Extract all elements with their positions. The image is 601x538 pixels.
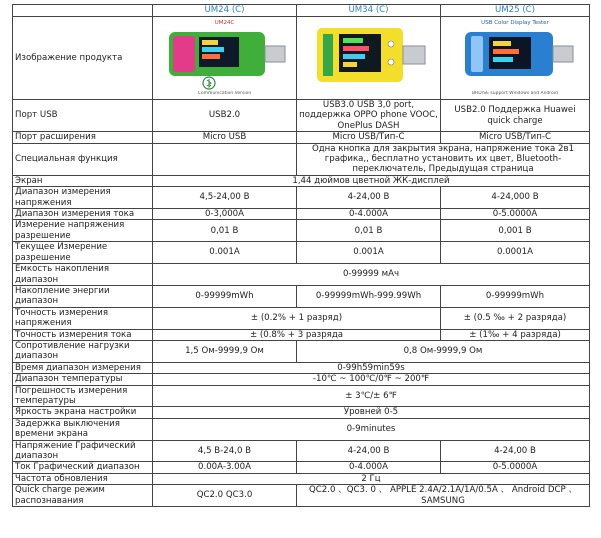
- spec-row-value: USB2.0 Поддержка Huawei quick charge: [441, 100, 590, 132]
- spec-row-value: Micro USB: [153, 132, 297, 143]
- spec-row: [13, 418, 590, 440]
- spec-row-label: Задержка выключения времени экрана: [13, 418, 153, 440]
- um24-device-image: [159, 20, 291, 96]
- spec-row-label: Порт расширения: [13, 132, 153, 143]
- spec-row-value: 0-99999mWh-999.99Wh: [297, 285, 441, 307]
- spec-row-value: 4-24,000 В: [441, 187, 590, 209]
- spec-row-value: 0.001A: [153, 242, 297, 264]
- spec-row-value: Micro USB/Тип-C: [297, 132, 441, 143]
- spec-row: [13, 329, 590, 340]
- spec-row-value: 0-4.000A: [297, 462, 441, 473]
- spec-row-label: Диапазон измерения напряжения: [13, 187, 153, 209]
- spec-row: [13, 285, 590, 307]
- spec-row-label: Порт USB: [13, 100, 153, 132]
- um24-footer: Communication Version: [197, 91, 252, 96]
- spec-row-value: 0-5.0000A: [441, 462, 590, 473]
- spec-row-value: 4-24,00 В: [297, 187, 441, 209]
- um34-image-cell: [297, 17, 441, 100]
- header-um24: UM24 (C): [153, 5, 297, 17]
- spec-row-label: Яркость экрана настройки: [13, 407, 153, 418]
- spec-row-label: Quick charge режим распознавания: [13, 485, 153, 507]
- spec-row-value: 0.0001A: [441, 242, 590, 264]
- spec-row-value: -10℃ ~ 100℃/0℉ ~ 200℉: [153, 374, 590, 385]
- spec-row-value: 0,01 В: [153, 220, 297, 242]
- um25-device-image: [449, 20, 581, 96]
- um24-device-illustration: [159, 26, 291, 90]
- spec-row-value: USB3.0 USB 3,0 port, поддержка OPPO phone VOOC, OnePlus DASH: [297, 100, 441, 132]
- spec-row-value: 1,5 Ом-9999,9 Ом: [153, 340, 297, 362]
- spec-row: [13, 132, 590, 143]
- um24-image-cell: [153, 17, 297, 100]
- um34-side-strip: [323, 34, 333, 76]
- spec-row-label: Диапазон температуры: [13, 374, 153, 385]
- spec-row-label: Текущее Измерение разрешение: [13, 242, 153, 264]
- spec-row-label: Диапазон измерения тока: [13, 209, 153, 220]
- spec-row: [13, 307, 590, 329]
- spec-row: [13, 340, 590, 362]
- spec-row: [13, 242, 590, 264]
- spec-row-label: Напряжение Графический диапазон: [13, 440, 153, 462]
- spec-row-value: ± (1‰ + 4 разряда): [441, 329, 590, 340]
- spec-row-label: Экран: [13, 175, 153, 186]
- spec-row: [13, 385, 590, 407]
- spec-row-value: 0-99999mWh: [441, 285, 590, 307]
- spec-row-value: 0.001A: [297, 242, 441, 264]
- spec-row-value: Одна кнопка для закрытия экрана, напряжение тока 2в1 графика,, бесплатно установить их цвет, Bluetooth-переключатель, Предыдущая страница: [297, 143, 590, 175]
- spec-row-value: 0-3,000A: [153, 209, 297, 220]
- spec-row-label: Время диапазон измерения: [13, 362, 153, 373]
- um24-usb-plug: [265, 46, 285, 62]
- spec-row-value: 4-24,00 В: [297, 440, 441, 462]
- um24-caption: UM24C: [214, 20, 235, 26]
- spec-row-label: Ток Графический диапазон: [13, 462, 153, 473]
- spec-row-value: ± (0.5 ‰ + 2 разряда): [441, 307, 590, 329]
- header-cell-empty: [13, 5, 153, 17]
- spec-row: [13, 440, 590, 462]
- spec-row-label: Емкость накопления диапазон: [13, 264, 153, 286]
- spec-row-value: 4-24,00 В: [441, 440, 590, 462]
- spec-row: [13, 143, 590, 175]
- spec-row-value: ± (0.2% + 1 разряд): [153, 307, 441, 329]
- spec-row: [13, 220, 590, 242]
- spec-row: [13, 362, 590, 373]
- spec-row-value: Micro USB/Тип-C: [441, 132, 590, 143]
- spec-row: [13, 187, 590, 209]
- spec-row-label: Накопление энергии диапазон: [13, 285, 153, 307]
- spec-row-value: 0-99999 мАч: [153, 264, 590, 286]
- um25-image-cell: [441, 17, 590, 100]
- spec-row-value: 4,5-24,00 В: [153, 187, 297, 209]
- um25-side-panel: [471, 36, 483, 72]
- header-row: [13, 5, 590, 17]
- spec-row-value: 0.00A-3.00A: [153, 462, 297, 473]
- spec-row-label: Измерение напряжения разрешение: [13, 220, 153, 242]
- um34-device-image: [303, 20, 435, 96]
- spec-row: [13, 462, 590, 473]
- um25-usb-plug: [553, 46, 573, 62]
- spec-row: [13, 374, 590, 385]
- spec-row-label: Сопротивление нагрузки диапазон: [13, 340, 153, 362]
- spec-row-value: 0-4.000A: [297, 209, 441, 220]
- spec-row: [13, 175, 590, 186]
- spec-row-value: 1,44 дюймов цветной ЖК-дисплей: [153, 175, 590, 186]
- spec-row-label: Точность измерения напряжения: [13, 307, 153, 329]
- spec-row-label: Специальная функция: [13, 143, 153, 175]
- image-row: [13, 17, 590, 100]
- spec-row-value: 0,001 В: [441, 220, 590, 242]
- spec-row-value: USB2.0: [153, 100, 297, 132]
- spec-row-value: 2 Гц: [153, 473, 590, 484]
- spec-row-value: QC2.0 、QC3. 0 、 APPLE 2.4A/2.1A/1A/0.5A 、 Android DCP 、 SAMSUNG: [297, 485, 590, 507]
- spec-row-label: Точность измерения тока: [13, 329, 153, 340]
- um24-side-panel: [173, 36, 195, 72]
- spec-row: [13, 473, 590, 484]
- um25-caption: USB Color Display Tester: [481, 20, 549, 26]
- spec-row-value: QC2.0 QC3.0: [153, 485, 297, 507]
- spec-row: [13, 407, 590, 418]
- spec-row-value: [153, 143, 297, 175]
- spec-row: [13, 264, 590, 286]
- spec-row: [13, 100, 590, 132]
- spec-row: [13, 209, 590, 220]
- spec-row-value: ± 3℃/± 6℉: [153, 385, 590, 407]
- um25-footer: BRD/SE support Windows and Android: [472, 91, 558, 96]
- spec-row-value: 0-99999mWh: [153, 285, 297, 307]
- spec-row-label: Погрешность измерения температуры: [13, 385, 153, 407]
- spec-row-value: 0-9minutes: [153, 418, 590, 440]
- header-um25: UM25 (C): [441, 5, 590, 17]
- um34-device-illustration: [303, 24, 435, 88]
- spec-row-value: ± (0.8% + 3 разряда: [153, 329, 441, 340]
- header-um34: UM34 (C): [297, 5, 441, 17]
- spec-row-value: 0,8 Ом-9999,9 Ом: [297, 340, 590, 362]
- spec-row-value: 0-99h59min59s: [153, 362, 590, 373]
- image-row-label: Изображение продукта: [13, 17, 153, 100]
- spec-row-value: 4,5 В-24,0 В: [153, 440, 297, 462]
- um25-device-illustration: [449, 26, 581, 90]
- um34-usb-plug: [403, 46, 425, 64]
- spec-row-value: Уровней 0-5: [153, 407, 590, 418]
- spec-row-value: 0,01 В: [297, 220, 441, 242]
- spec-row-label: Частота обновления: [13, 473, 153, 484]
- spec-row-value: 0-5.0000A: [441, 209, 590, 220]
- spec-row: [13, 485, 590, 507]
- spec-table: [12, 4, 590, 507]
